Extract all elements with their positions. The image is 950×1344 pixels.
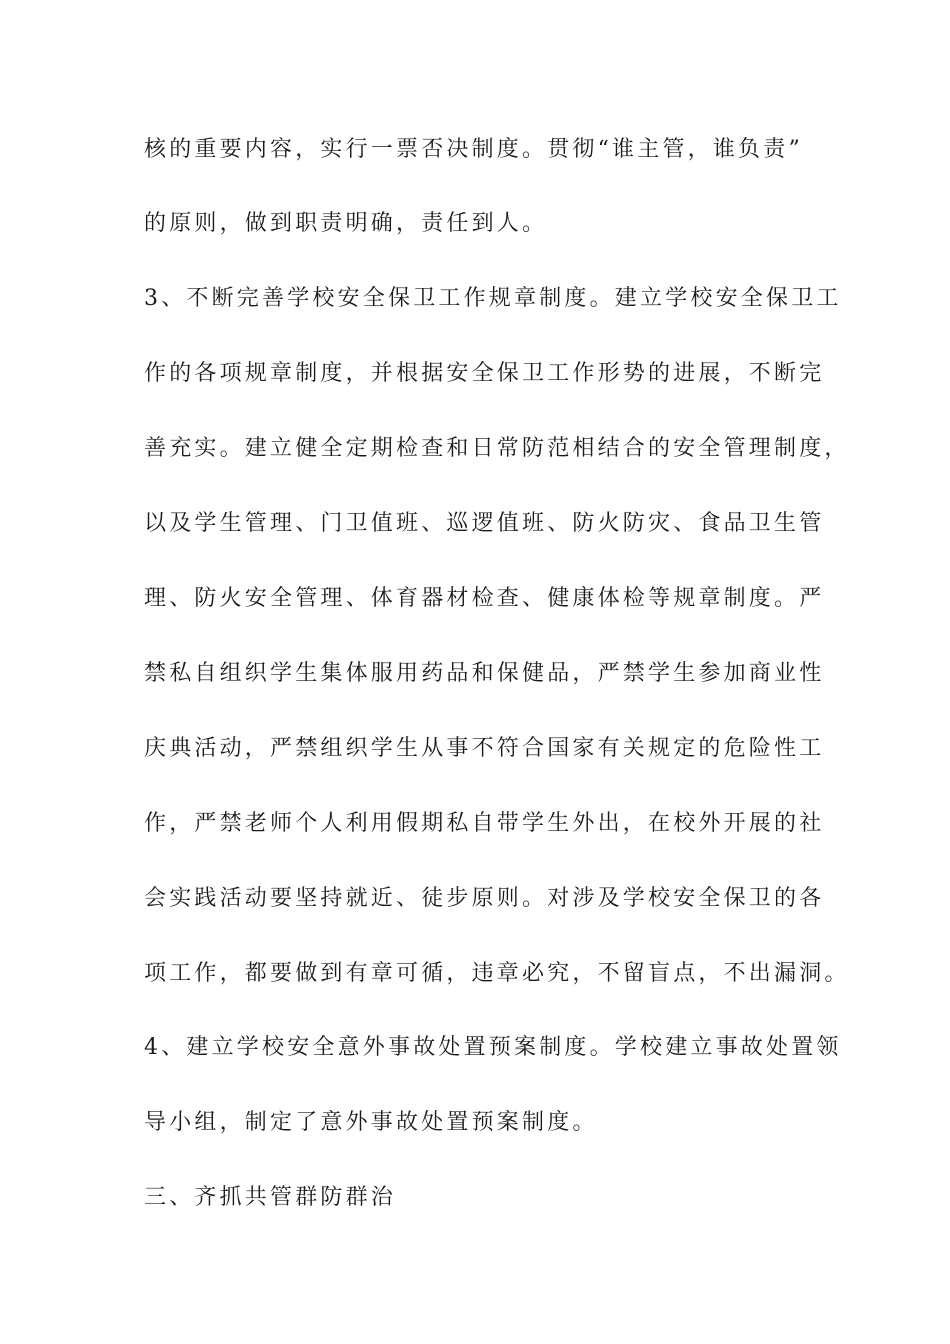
text-line-5: 善充实。建立健全定期检查和日常防范相结合的安全管理制度，	[144, 436, 850, 461]
section-heading: 三、齐抓共管群防群治	[144, 1185, 397, 1210]
text-line-3: 3、不断完善学校安全保卫工作规章制度。建立学校安全保卫工	[144, 286, 842, 311]
text-line-8: 禁私自组织学生集体服用药品和保健品，严禁学生参加商业性	[144, 661, 825, 686]
text-line-13: 4、建立学校安全意外事故处置预案制度。学校建立事故处置领	[144, 1035, 842, 1060]
text-line-9: 庆典活动，严禁组织学生从事不符合国家有关规定的危险性工	[144, 736, 825, 761]
text-line-11: 会实践活动要坚持就近、徒步原则。对涉及学校安全保卫的各	[144, 886, 825, 911]
text-line-6: 以及学生管理、门卫值班、巡逻值班、防火防灾、食品卫生管	[144, 511, 825, 536]
text-line-10: 作，严禁老师个人利用假期私自带学生外出，在校外开展的社	[144, 811, 825, 836]
text-line-12: 项工作，都要做到有章可循，违章必究，不留盲点，不出漏洞。	[144, 961, 850, 986]
text-line-14: 导小组，制定了意外事故处置预案制度。	[144, 1110, 598, 1135]
text-line-2: 的原则，做到职责明确，责任到人。	[144, 211, 548, 236]
text-line-7: 理、防火安全管理、体育器材检查、健康体检等规章制度。严	[144, 586, 825, 611]
text-line-4: 作的各项规章制度，并根据安全保卫工作形势的进展，不断完	[144, 361, 825, 386]
text-line-1: 核的重要内容，实行一票否决制度。贯彻“谁主管，谁负责”	[144, 137, 803, 162]
